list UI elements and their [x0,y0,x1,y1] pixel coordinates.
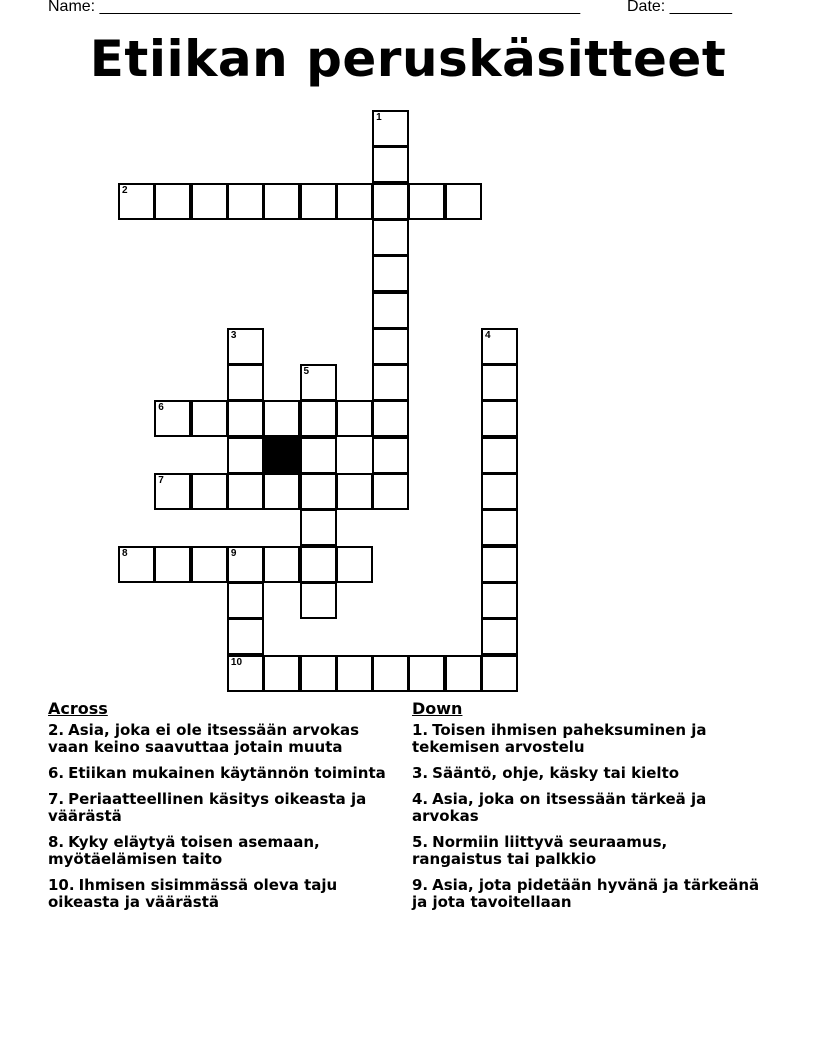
crossword-cell[interactable] [191,183,228,220]
crossword-cell[interactable] [372,364,409,401]
across-clues [48,700,398,920]
crossword-cell[interactable] [481,328,518,365]
crossword-cell[interactable] [300,546,337,583]
clue-down-1: 1. Toisen ihmisen paheksuminen ja tekemisen arvostelu [412,721,707,756]
clue-across-7: 7. Periaatteellinen käsitys oikeasta ja väärästä [48,790,367,825]
clue-down-3: 3. Sääntö, ohje, käsky tai kielto [412,764,680,782]
crossword-cell[interactable] [372,110,409,147]
crossword-cell[interactable] [300,473,337,510]
clue-number: 10 [230,656,243,668]
crossword-cell[interactable] [263,546,300,583]
blocked-square [263,437,300,474]
crossword-cell[interactable] [191,400,228,437]
crossword-cell[interactable] [227,364,264,401]
crossword-cell[interactable] [481,437,518,474]
crossword-cell[interactable] [227,473,264,510]
crossword-cell[interactable] [227,618,264,655]
crossword-cell[interactable] [372,473,409,510]
crossword-cell[interactable] [336,473,373,510]
crossword-cell[interactable] [154,546,191,583]
crossword-cell[interactable] [481,364,518,401]
crossword-cell[interactable] [336,400,373,437]
clue-number: 9 [230,547,237,559]
clue-number: 8 [122,547,128,559]
crossword-cell[interactable] [154,183,191,220]
crossword-cell[interactable] [227,582,264,619]
clue-down-5: 5. Normiin liittyvä seuraamus, rangaistus tai palkkio [412,833,668,868]
crossword-cell[interactable] [372,183,409,220]
crossword-cell[interactable] [481,618,518,655]
clue-down-4: 4. Asia, joka on itsessään tärkeä ja arvokas [412,790,707,825]
crossword-cell[interactable] [372,328,409,365]
crossword-cell[interactable] [300,364,337,401]
crossword-cell[interactable] [300,582,337,619]
crossword-cell[interactable] [154,473,191,510]
crossword-cell[interactable] [154,400,191,437]
crossword-cell[interactable] [263,183,300,220]
crossword-cell[interactable] [408,183,445,220]
clue-down-9: 9. Asia, jota pidetään hyvänä ja tärkeänä ja jota tavoitellaan [412,876,760,911]
crossword-cell[interactable] [118,183,155,220]
clue-number: 7 [158,475,164,486]
crossword-cell[interactable] [227,655,264,692]
crossword-cell[interactable] [263,400,300,437]
crossword-cell[interactable] [191,546,228,583]
crossword-cell[interactable] [300,183,337,220]
clue-number: 2 [122,184,128,196]
clue-number: 1 [376,112,382,123]
crossword-cell[interactable] [481,546,518,583]
crossword-cell[interactable] [372,146,409,183]
clue-across-6: 6. Etiikan mukainen käytännön toiminta [48,764,386,782]
crossword-cell[interactable] [263,473,300,510]
crossword-cell[interactable] [372,655,409,692]
crossword-cell[interactable] [445,183,482,220]
crossword-cell[interactable] [481,473,518,510]
crossword-cell[interactable] [300,400,337,437]
crossword-cell[interactable] [408,655,445,692]
crossword-cell[interactable] [481,400,518,437]
crossword-cell[interactable] [300,509,337,546]
crossword-cell[interactable] [300,437,337,474]
clue-across-10: 10. Ihmisen sisimmässä oleva taju oikeasta ja väärästä [48,876,338,911]
crossword-cell[interactable] [336,183,373,220]
crossword-cell[interactable] [191,473,228,510]
crossword-cell[interactable] [372,400,409,437]
crossword-cell[interactable] [300,655,337,692]
down-clues [412,700,762,920]
crossword-cell[interactable] [227,328,264,365]
page-title: Etiikan peruskäsitteet [89,30,727,88]
down-heading: Down [412,699,463,718]
crossword-cell[interactable] [227,546,264,583]
clue-number: 3 [230,329,237,341]
crossword-cell[interactable] [336,546,373,583]
crossword-cell[interactable] [481,582,518,619]
clue-number: 4 [485,329,491,341]
clue-across-8: 8. Kyky eläytyä toisen asemaan, myötäelämisen taito [48,833,320,868]
crossword-cell[interactable] [118,546,155,583]
crossword-cell[interactable] [263,655,300,692]
crossword-cell[interactable] [481,509,518,546]
crossword-cell[interactable] [481,655,518,692]
clue-number: 5 [303,366,310,378]
across-heading: Across [48,699,108,718]
crossword-cell[interactable] [372,219,409,256]
name-field-label: Name: ______________________________________________________ [48,0,581,15]
crossword-cell[interactable] [336,655,373,692]
date-field-label: Date: _______ [627,0,732,15]
clue-number: 6 [158,402,164,414]
crossword-cell[interactable] [372,255,409,292]
crossword-cell[interactable] [227,400,264,437]
crossword-cell[interactable] [227,437,264,474]
crossword-cell[interactable] [372,437,409,474]
clue-across-2: 2. Asia, joka ei ole itsessään arvokas vaan keino saavuttaa jotain muuta [48,721,360,756]
crossword-cell[interactable] [227,183,264,220]
crossword-cell[interactable] [372,292,409,329]
crossword-cell[interactable] [445,655,482,692]
